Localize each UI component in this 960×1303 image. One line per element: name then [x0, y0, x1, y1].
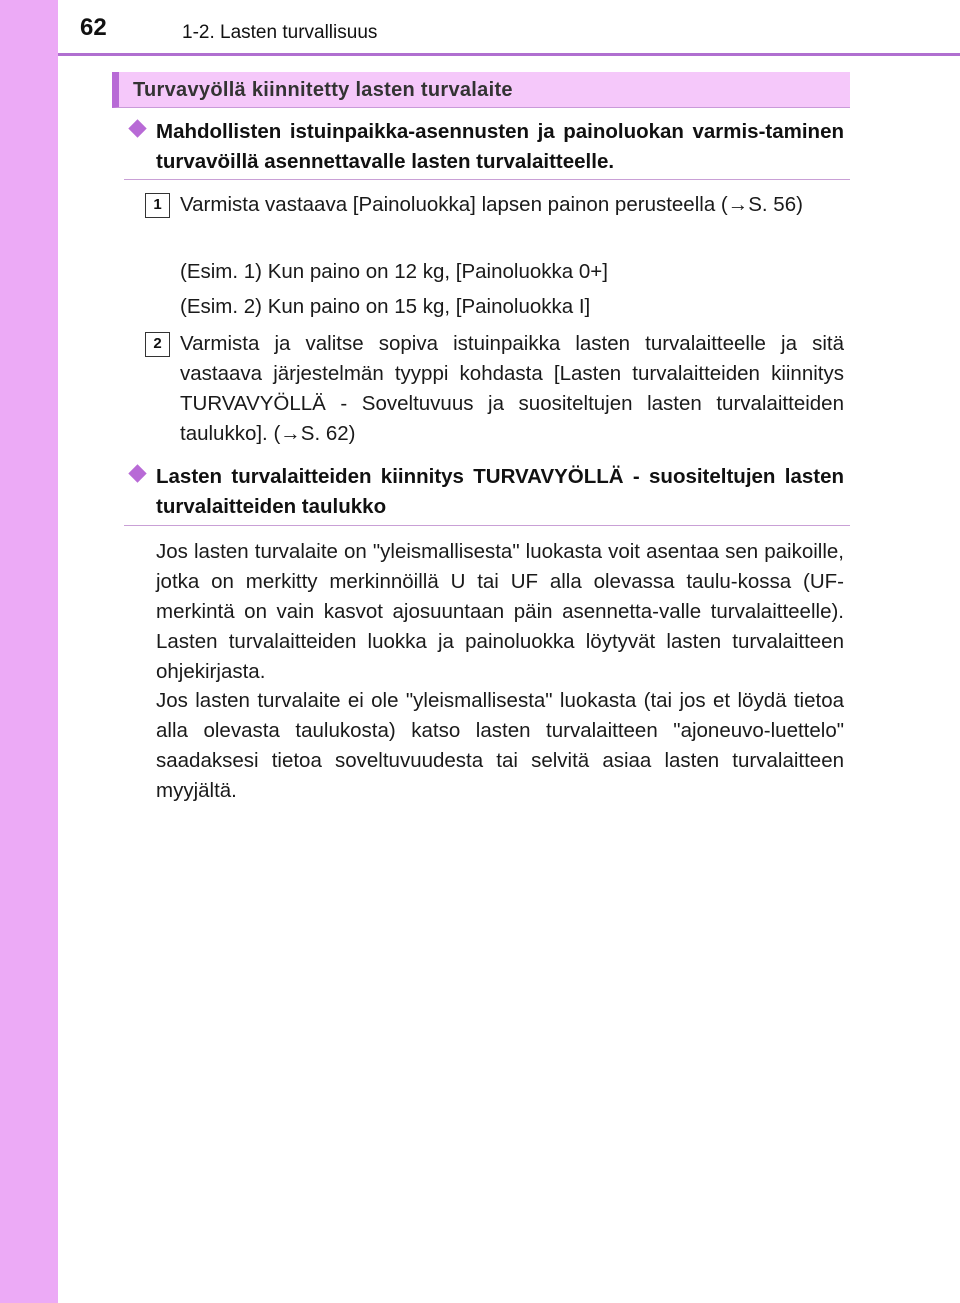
- step-badge-2: 2: [145, 332, 170, 357]
- subsection-heading-2: Lasten turvalaitteiden kiinnitys TURVAVYÖLLÄ - suositeltujen lasten turvalaitteiden taulukko: [156, 465, 844, 518]
- subsection-heading-1: Mahdollisten istuinpaikka-asennusten ja painoluokan varmis-taminen turvavöillä asennettavalle lasten turvalaitteelle.: [156, 120, 844, 173]
- step-badge-1: 1: [145, 193, 170, 218]
- step-text-2: Varmista ja valitse sopiva istuinpaikka lasten turvalaitteelle ja sitä vastaava järjestelmän tyyppi kohdasta [Lasten turvalaitteiden kiinnitys TURVAVYÖLLÄ - Soveltuvuus ja suositeltujen lasten turvalaitteiden taulukko]. (→S. 62): [180, 332, 844, 445]
- page-sidebar: [0, 0, 58, 1303]
- chapter-title: 1-2. Lasten turvallisuus: [182, 22, 378, 43]
- section-title: Turvavyöllä kiinnitetty lasten turvalaite: [133, 79, 513, 101]
- subsection-divider-2: [124, 525, 850, 526]
- subsection-divider-1: [124, 179, 850, 180]
- example-2: (Esim. 2) Kun paino on 15 kg, [Painoluokka I]: [180, 295, 591, 318]
- example-1: (Esim. 1) Kun paino on 12 kg, [Painoluokka 0+]: [180, 260, 608, 283]
- header-divider: [58, 53, 960, 56]
- body-paragraph-1: Jos lasten turvalaite on "yleismallisesta" luokasta voit asentaa sen paikoille, jotka on merkitty merkinnöillä U tai UF alla olevassa taulu-kossa (UF-merkintä on vain kasvot ajosuuntaan päin asennetta-valle turvalaitteelle). Lasten turvalaitteiden luokka ja painoluokka löytyvät lasten turvalaitteen ohjekirjasta.: [156, 540, 844, 683]
- page-number: 62: [80, 14, 107, 41]
- diamond-bullet-icon: [128, 119, 146, 137]
- body-paragraph-2: Jos lasten turvalaite ei ole "yleismallisesta" luokasta (tai jos et löydä tietoa alla olevasta taulukosta) katso lasten turvalaitteen "ajoneuvo-luettelo" saadaksesi tietoa soveltuvuudesta tai selvitä asiaa lasten turvalaitteen myyjältä.: [156, 689, 844, 802]
- step-text-1: Varmista vastaava [Painoluokka] lapsen painon perusteella (→S. 56): [180, 193, 803, 216]
- section-heading-bar: [112, 72, 850, 108]
- diamond-bullet-icon: [128, 464, 146, 482]
